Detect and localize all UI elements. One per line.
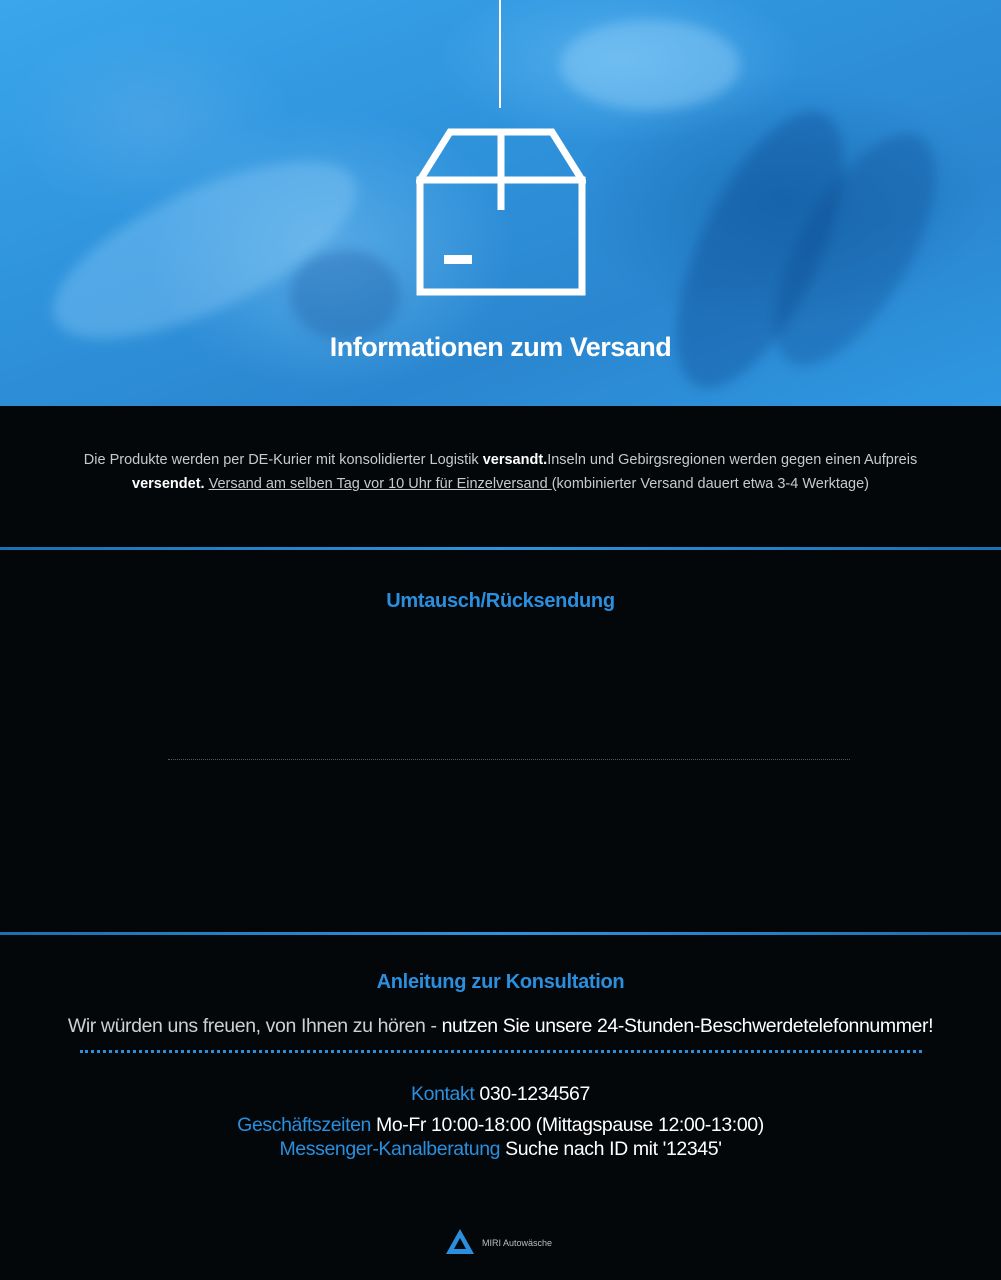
consultation-intro [0, 1015, 1001, 1038]
section-divider [0, 932, 1001, 935]
footer-brand-name: MIRI Autowäsche [482, 1238, 553, 1248]
contact-phone[interactable]: 030-1234567 [474, 1083, 590, 1105]
consultation-heading: Anleitung zur Konsultation [376, 971, 625, 993]
messenger-value: Suche nach ID mit '12345' [500, 1138, 722, 1160]
same-day-shipping-link[interactable]: Versand am selben Tag vor 10 Uhr für Einzelversand [208, 476, 552, 492]
package-box-icon [416, 128, 586, 296]
returns-heading: Umtausch/Rücksendung [386, 590, 615, 612]
shipping-bold: versendet. [132, 476, 205, 492]
hero-divider-line [499, 0, 501, 108]
consultation-intro-text: Wir würden uns freuen, von Ihnen zu hören - [67, 1015, 442, 1037]
page-title: Informationen zum Versand [329, 332, 672, 362]
hero-banner [0, 0, 1001, 406]
section-divider [0, 547, 1001, 550]
contact-line [0, 1083, 1001, 1106]
contact-label: Kontakt [411, 1083, 475, 1105]
business-hours-label: Geschäftszeiten [237, 1114, 371, 1136]
shipping-text: Die Produkte werden per DE-Kurier mit konsolidierter Logistik [83, 452, 483, 468]
messenger-label: Messenger-Kanalberatung [279, 1138, 501, 1160]
business-hours-line [0, 1114, 1001, 1137]
shipping-bold: versandt. [482, 452, 548, 468]
hero-background-shape [560, 20, 740, 110]
returns-divider [168, 759, 850, 760]
shipping-text: Inseln und Gebirgsregionen werden gegen einen Aufpreis [547, 452, 918, 468]
shipping-text: (kombinierter Versand dauert etwa 3-4 Werktage) [551, 476, 869, 492]
hero-background-shape [290, 250, 400, 340]
messenger-line [0, 1138, 1001, 1161]
shipping-info-text [40, 448, 961, 496]
consultation-divider [80, 1050, 922, 1053]
triangle-logo-icon[interactable] [445, 1228, 475, 1256]
business-hours-value: Mo-Fr 10:00-18:00 (Mittagspause 12:00-13:00) [371, 1114, 764, 1136]
consultation-intro-emphasis: nutzen Sie unsere 24-Stunden-Beschwerdetelefonnummer! [441, 1015, 934, 1037]
